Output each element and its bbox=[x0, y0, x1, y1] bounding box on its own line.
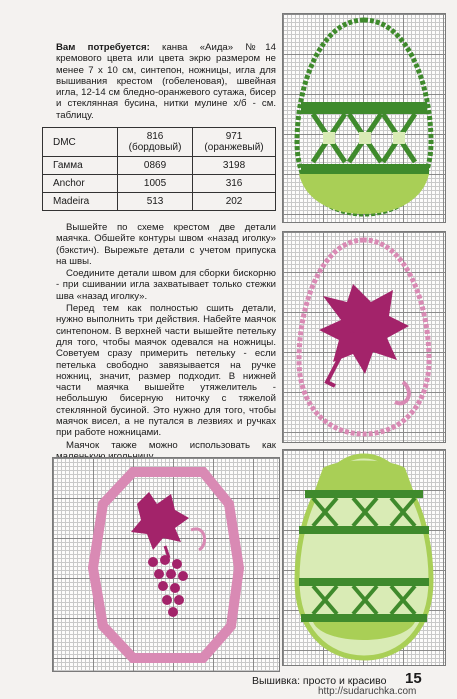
watermark-url: http://sudaruchka.com bbox=[318, 686, 417, 697]
egg-green-top-pattern bbox=[283, 14, 445, 222]
table-cell: Гамма bbox=[43, 157, 118, 175]
egg-green-bottom-pattern bbox=[283, 450, 445, 665]
instruction-paragraph: Соедините детали швом для сборки бискорню - при сшивании игла захватывает только стежки шва «назад иголку». bbox=[56, 268, 276, 302]
instruction-paragraph: Маячок также можно использовать как bbox=[66, 439, 276, 451]
table-cell: Madeira bbox=[43, 193, 118, 211]
materials-list: канва «Аида» №14 кремового цвета или цвета экрю размером не менее 7 х 10 см, синтепон, ножницы, игла для вышивания крестом (гобеленовая), швейная игла, 12-14 см бледно-оранжевого сутажа, бисер и стеклянная бусина, нитки мулине х/б - см. таблицу. bbox=[56, 42, 276, 121]
egg-chart-green-top bbox=[282, 13, 446, 223]
magazine-title: Вышивка: просто и красиво bbox=[252, 675, 387, 687]
table-header-cell: 816 (бордовый) bbox=[118, 128, 193, 157]
table-cell: 3198 bbox=[193, 157, 276, 175]
intro-text bbox=[56, 42, 276, 122]
grape-chart bbox=[52, 457, 280, 672]
table-row bbox=[43, 175, 276, 193]
table-cell: 0869 bbox=[118, 157, 193, 175]
table-row bbox=[43, 193, 276, 211]
table-cell: 202 bbox=[193, 193, 276, 211]
egg-chart-green-bottom bbox=[282, 449, 446, 666]
table-cell: 316 bbox=[193, 175, 276, 193]
table-cell: 1005 bbox=[118, 175, 193, 193]
instruction-paragraph: Перед тем как полностью сшить детали, нужно выполнить три действия. Набейте маячок синтепоном. В верхней части вышейте петельку для того, чтобы маячок одевался на ножницы. Советуем сразу примерить петельку - если петелька свободно завязывается на ручке ножниц, значит, размер подходит. В нижней части маячка вышейте утяжелитель - небольшую бисерную ниточку с тяжелой стеклянной бусиной. Это нужно для того, чтобы маячок висел, а не путался в лезвиях и ручках при работе ножницами. bbox=[56, 303, 276, 439]
materials-paragraph bbox=[56, 42, 276, 121]
table-header-cell: DMC bbox=[43, 128, 118, 157]
materials-lead: Вам потребуется: bbox=[56, 42, 150, 53]
thread-table bbox=[42, 127, 276, 211]
page-number: 15 bbox=[405, 670, 422, 687]
table-cell: 513 bbox=[118, 193, 193, 211]
table-row bbox=[43, 157, 276, 175]
instruction-paragraph: Вышейте по схеме крестом две детали маячка. Обшейте контуры швом «назад иголку» (бэкстич). Вырежьте детали с учетом припуска на швы. bbox=[56, 222, 276, 267]
egg-chart-leaf bbox=[282, 231, 446, 443]
grape-pattern bbox=[53, 458, 279, 671]
instructions-text bbox=[56, 222, 276, 463]
table-header-row bbox=[43, 128, 276, 157]
table-cell: Anchor bbox=[43, 175, 118, 193]
egg-leaf-pattern bbox=[283, 232, 445, 442]
table-header-cell: 971 (оранжевый) bbox=[193, 128, 276, 157]
